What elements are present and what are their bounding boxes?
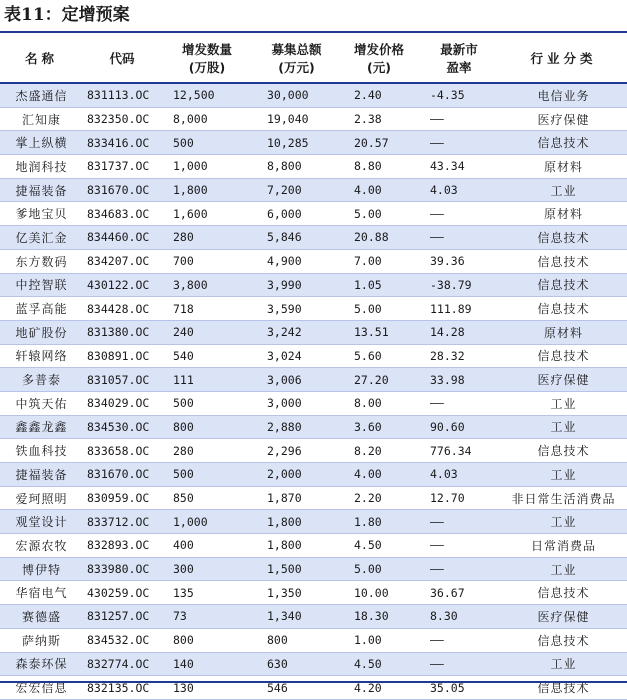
cell-shares: 1,600 [161, 202, 253, 226]
cell-shares: 73 [161, 605, 253, 629]
table-row [0, 273, 627, 297]
cell-industry: 工业 [500, 652, 627, 676]
table-row [0, 391, 627, 415]
cell-shares: 850 [161, 486, 253, 510]
header-shares-line1: 增发数量 [181, 42, 232, 57]
cell-price: 2.38 [340, 107, 418, 131]
table-row [0, 297, 627, 321]
cell-funds: 7,200 [253, 178, 340, 202]
table-row [0, 510, 627, 534]
cell-code: 834460.OC [83, 226, 161, 250]
cell-price: 18.30 [340, 605, 418, 629]
cell-shares: 800 [161, 628, 253, 652]
cell-code: 833980.OC [83, 557, 161, 581]
cell-shares: 280 [161, 226, 253, 250]
cell-pe: 36.67 [418, 581, 500, 605]
cell-shares: 400 [161, 534, 253, 558]
table-row [0, 249, 627, 273]
cell-code: 833416.OC [83, 131, 161, 155]
cell-name: 捷福装备 [0, 178, 83, 202]
cell-shares: 111 [161, 368, 253, 392]
table-row [0, 415, 627, 439]
cell-pe: —— [418, 391, 500, 415]
cell-funds: 1,800 [253, 534, 340, 558]
cell-name: 华宿电气 [0, 581, 83, 605]
cell-price: 13.51 [340, 320, 418, 344]
cell-shares: 130 [161, 676, 253, 700]
header-funds [253, 36, 340, 83]
cell-industry: 工业 [500, 178, 627, 202]
header-pe-line1: 最新市 [440, 42, 478, 57]
cell-name: 铁血科技 [0, 439, 83, 463]
cell-industry: 医疗保健 [500, 107, 627, 131]
cell-industry: 日常消费品 [500, 534, 627, 558]
cell-shares: 8,000 [161, 107, 253, 131]
header-pe-line2: 盈率 [446, 60, 472, 75]
cell-pe: 4.03 [418, 178, 500, 202]
cell-code: 834207.OC [83, 249, 161, 273]
cell-name: 爹地宝贝 [0, 202, 83, 226]
cell-code: 834029.OC [83, 391, 161, 415]
cell-name: 赛德盛 [0, 605, 83, 629]
table-body [0, 83, 627, 699]
cell-price: 5.60 [340, 344, 418, 368]
cell-pe: 4.03 [418, 463, 500, 487]
cell-code: 830959.OC [83, 486, 161, 510]
header-code: 代码 [83, 36, 161, 83]
cell-name: 观堂设计 [0, 510, 83, 534]
cell-price: 2.40 [340, 83, 418, 107]
cell-funds: 1,500 [253, 557, 340, 581]
header-shares [161, 36, 253, 83]
cell-funds: 3,990 [253, 273, 340, 297]
cell-code: 834683.OC [83, 202, 161, 226]
cell-industry: 信息技术 [500, 344, 627, 368]
cell-price: 5.00 [340, 202, 418, 226]
cell-name: 爱珂照明 [0, 486, 83, 510]
cell-code: 831380.OC [83, 320, 161, 344]
cell-industry: 信息技术 [500, 273, 627, 297]
cell-name: 鑫鑫龙鑫 [0, 415, 83, 439]
cell-name: 中筑天佑 [0, 391, 83, 415]
placement-plan-table [0, 36, 627, 700]
cell-price: 10.00 [340, 581, 418, 605]
cell-industry: 信息技术 [500, 249, 627, 273]
cell-pe: -38.79 [418, 273, 500, 297]
cell-shares: 3,800 [161, 273, 253, 297]
cell-funds: 800 [253, 628, 340, 652]
cell-name: 捷福装备 [0, 463, 83, 487]
cell-price: 27.20 [340, 368, 418, 392]
table-row [0, 534, 627, 558]
cell-price: 7.00 [340, 249, 418, 273]
table-row [0, 320, 627, 344]
cell-pe: —— [418, 107, 500, 131]
cell-funds: 3,006 [253, 368, 340, 392]
cell-code: 832135.OC [83, 676, 161, 700]
cell-code: 834532.OC [83, 628, 161, 652]
cell-pe: —— [418, 226, 500, 250]
cell-shares: 718 [161, 297, 253, 321]
cell-shares: 500 [161, 391, 253, 415]
cell-industry: 信息技术 [500, 581, 627, 605]
cell-pe: —— [418, 510, 500, 534]
cell-industry: 原材料 [500, 155, 627, 179]
cell-industry: 原材料 [500, 202, 627, 226]
cell-industry: 信息技术 [500, 297, 627, 321]
cell-industry: 工业 [500, 510, 627, 534]
cell-name: 地矿股份 [0, 320, 83, 344]
cell-price: 1.00 [340, 628, 418, 652]
header-funds-line2: (万元) [278, 60, 315, 75]
table-row [0, 131, 627, 155]
cell-code: 834428.OC [83, 297, 161, 321]
cell-pe: —— [418, 652, 500, 676]
cell-pe: 35.05 [418, 676, 500, 700]
cell-name: 萨纳斯 [0, 628, 83, 652]
cell-shares: 540 [161, 344, 253, 368]
title-rule [0, 31, 627, 33]
cell-pe: 90.60 [418, 415, 500, 439]
table-row [0, 107, 627, 131]
cell-price: 8.20 [340, 439, 418, 463]
table-row [0, 676, 627, 700]
cell-name: 杰盛通信 [0, 83, 83, 107]
cell-shares: 700 [161, 249, 253, 273]
table-row [0, 486, 627, 510]
table-row [0, 463, 627, 487]
cell-industry: 工业 [500, 415, 627, 439]
cell-code: 832350.OC [83, 107, 161, 131]
cell-price: 4.00 [340, 178, 418, 202]
table-row [0, 155, 627, 179]
cell-shares: 1,800 [161, 178, 253, 202]
cell-industry: 工业 [500, 557, 627, 581]
cell-code: 833712.OC [83, 510, 161, 534]
cell-shares: 300 [161, 557, 253, 581]
cell-funds: 6,000 [253, 202, 340, 226]
cell-shares: 240 [161, 320, 253, 344]
header-shares-line2: (万股) [188, 60, 226, 75]
cell-funds: 4,900 [253, 249, 340, 273]
cell-pe: 33.98 [418, 368, 500, 392]
cell-code: 832893.OC [83, 534, 161, 558]
cell-price: 8.80 [340, 155, 418, 179]
cell-code: 834530.OC [83, 415, 161, 439]
cell-name: 宏源农牧 [0, 534, 83, 558]
cell-funds: 3,242 [253, 320, 340, 344]
header-row [0, 36, 627, 83]
cell-pe: 14.28 [418, 320, 500, 344]
table-row [0, 605, 627, 629]
cell-pe: —— [418, 628, 500, 652]
cell-industry: 信息技术 [500, 439, 627, 463]
table-row [0, 344, 627, 368]
cell-industry: 信息技术 [500, 226, 627, 250]
cell-name: 蓝孚高能 [0, 297, 83, 321]
cell-code: 831113.OC [83, 83, 161, 107]
cell-shares: 280 [161, 439, 253, 463]
cell-pe: -4.35 [418, 83, 500, 107]
cell-shares: 800 [161, 415, 253, 439]
cell-funds: 2,000 [253, 463, 340, 487]
cell-price: 1.80 [340, 510, 418, 534]
header-pe [418, 36, 500, 83]
cell-funds: 1,350 [253, 581, 340, 605]
table-row [0, 83, 627, 107]
cell-code: 831670.OC [83, 463, 161, 487]
cell-shares: 1,000 [161, 510, 253, 534]
cell-name: 东方数码 [0, 249, 83, 273]
cell-pe: —— [418, 131, 500, 155]
cell-shares: 135 [161, 581, 253, 605]
cell-pe: —— [418, 534, 500, 558]
cell-funds: 8,800 [253, 155, 340, 179]
header-funds-line1: 募集总额 [271, 42, 322, 57]
cell-name: 博伊特 [0, 557, 83, 581]
cell-shares: 1,000 [161, 155, 253, 179]
cell-funds: 30,000 [253, 83, 340, 107]
cell-price: 4.50 [340, 534, 418, 558]
table-title: 表11：定增预案 [4, 5, 130, 25]
cell-pe: 776.34 [418, 439, 500, 463]
cell-price: 8.00 [340, 391, 418, 415]
header-industry: 行业分类 [500, 36, 627, 83]
header-price [340, 36, 418, 83]
cell-industry: 信息技术 [500, 131, 627, 155]
cell-pe: 111.89 [418, 297, 500, 321]
cell-industry: 电信业务 [500, 83, 627, 107]
cell-code: 831737.OC [83, 155, 161, 179]
cell-industry: 工业 [500, 391, 627, 415]
cell-industry: 医疗保健 [500, 605, 627, 629]
cell-price: 1.05 [340, 273, 418, 297]
cell-shares: 500 [161, 463, 253, 487]
cell-pe: 28.32 [418, 344, 500, 368]
cell-pe: 43.34 [418, 155, 500, 179]
cell-shares: 140 [161, 652, 253, 676]
cell-price: 20.57 [340, 131, 418, 155]
table-row [0, 557, 627, 581]
cell-code: 830891.OC [83, 344, 161, 368]
cell-shares: 12,500 [161, 83, 253, 107]
cell-industry: 工业 [500, 463, 627, 487]
cell-price: 3.60 [340, 415, 418, 439]
cell-code: 831670.OC [83, 178, 161, 202]
cell-industry: 非日常生活消费品 [500, 486, 627, 510]
cell-name: 亿美汇金 [0, 226, 83, 250]
cell-funds: 3,024 [253, 344, 340, 368]
header-price-line1: 增发价格 [353, 42, 404, 57]
cell-price: 5.00 [340, 557, 418, 581]
cell-funds: 1,800 [253, 510, 340, 534]
table-row [0, 202, 627, 226]
cell-code: 833658.OC [83, 439, 161, 463]
cell-funds: 1,340 [253, 605, 340, 629]
cell-industry: 原材料 [500, 320, 627, 344]
cell-funds: 3,590 [253, 297, 340, 321]
table-row [0, 226, 627, 250]
cell-price: 4.50 [340, 652, 418, 676]
cell-price: 4.00 [340, 463, 418, 487]
cell-funds: 19,040 [253, 107, 340, 131]
cell-price: 20.88 [340, 226, 418, 250]
cell-price: 2.20 [340, 486, 418, 510]
cell-code: 430122.OC [83, 273, 161, 297]
cell-code: 832774.OC [83, 652, 161, 676]
table-row [0, 581, 627, 605]
cell-pe: 39.36 [418, 249, 500, 273]
table-row [0, 178, 627, 202]
cell-funds: 5,846 [253, 226, 340, 250]
cell-funds: 2,296 [253, 439, 340, 463]
cell-funds: 546 [253, 676, 340, 700]
cell-industry: 信息技术 [500, 628, 627, 652]
header-price-line2: (元) [367, 60, 391, 75]
table-row [0, 628, 627, 652]
header-name: 名称 [0, 36, 83, 83]
cell-name: 轩辕网络 [0, 344, 83, 368]
cell-pe: —— [418, 557, 500, 581]
cell-pe: —— [418, 202, 500, 226]
cell-funds: 3,000 [253, 391, 340, 415]
cell-industry: 医疗保健 [500, 368, 627, 392]
table-row [0, 439, 627, 463]
cell-funds: 10,285 [253, 131, 340, 155]
table-row [0, 652, 627, 676]
cell-pe: 12.70 [418, 486, 500, 510]
cell-funds: 2,880 [253, 415, 340, 439]
cell-name: 中控智联 [0, 273, 83, 297]
table-row [0, 368, 627, 392]
cell-pe: 8.30 [418, 605, 500, 629]
cell-price: 5.00 [340, 297, 418, 321]
cell-code: 430259.OC [83, 581, 161, 605]
cell-name: 地润科技 [0, 155, 83, 179]
cell-funds: 630 [253, 652, 340, 676]
cell-funds: 1,870 [253, 486, 340, 510]
cell-name: 汇知康 [0, 107, 83, 131]
cell-name: 多普泰 [0, 368, 83, 392]
cell-industry: 信息技术 [500, 676, 627, 700]
cell-code: 831057.OC [83, 368, 161, 392]
cell-name: 掌上纵横 [0, 131, 83, 155]
cell-name: 宏宏信息 [0, 676, 83, 700]
cell-price: 4.20 [340, 676, 418, 700]
cell-shares: 500 [161, 131, 253, 155]
cell-name: 森泰环保 [0, 652, 83, 676]
cell-code: 831257.OC [83, 605, 161, 629]
